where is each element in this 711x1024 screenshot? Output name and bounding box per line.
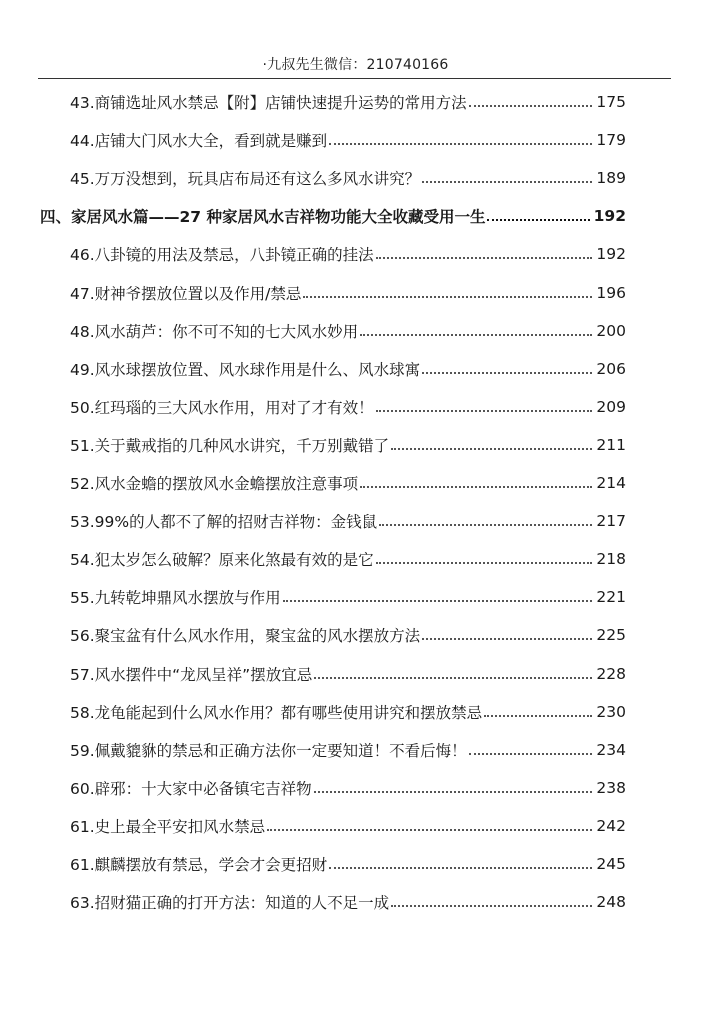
toc-entry-page-number: 192 [596,245,626,264]
toc-entry[interactable] [70,87,626,117]
dot-leader [360,486,592,488]
toc-entry-page-number: 228 [596,664,626,683]
toc-entry[interactable] [70,316,626,346]
toc-entry[interactable] [70,887,626,917]
toc-entry-title: 63.招财猫正确的打开方法：知道的人不足一成 [70,894,390,913]
toc-entry-title: 46.八卦镜的用法及禁忌，八卦镜正确的挂法 [70,246,374,265]
toc-entry-page-number: 179 [596,131,626,150]
dot-leader [314,791,593,793]
toc-entry[interactable] [70,354,626,384]
dot-leader [469,753,593,755]
toc-entry[interactable] [70,773,626,803]
toc-entry[interactable] [70,163,626,193]
toc-entry-page-number: 175 [596,93,626,111]
toc-entry-page-number: 189 [596,169,626,188]
toc-entry[interactable] [70,620,626,650]
toc-entry-title: 51.关于戴戒指的几种风水讲究，千万别戴错了 [70,436,390,455]
toc-entry[interactable] [70,430,626,460]
toc-entry-title: 53.99%的人都不了解的招财吉祥物：金钱鼠 [70,513,378,532]
toc-entry-page-number: 238 [596,778,626,797]
toc-entry-page-number: 206 [596,359,626,378]
toc-entry-title: 43.商铺选址风水禁忌【附】店铺快速提升运势的常用方法 [70,94,467,112]
toc-entry[interactable] [70,239,626,269]
dot-leader [303,296,592,298]
toc-entry-title: 58.龙龟能起到什么风水作用？都有哪些使用讲究和摆放禁忌 [70,703,483,722]
dot-leader [422,181,592,183]
toc-entry[interactable] [70,392,626,422]
toc-entry-page-number: 214 [596,474,626,492]
toc-entry-title: 52.风水金蟾的摆放风水金蟾摆放注意事项 [70,475,359,493]
toc-entry[interactable] [70,659,626,689]
toc-entry[interactable] [70,506,626,536]
toc-entry-page-number: 225 [596,626,626,645]
toc-section-heading[interactable] [40,201,626,231]
toc-entry-title: 45.万万没想到，玩具店布局还有这么多风水讲究？ [70,170,421,189]
toc-entry-title: 60.辟邪：十大家中必备镇宅吉祥物 [70,779,312,798]
toc-entry[interactable] [70,125,626,155]
toc-entry-page-number: 200 [596,321,626,340]
dot-leader [283,600,593,602]
toc-entry-page-number: 248 [596,893,626,912]
dot-leader [484,715,592,717]
toc-entry[interactable] [70,582,626,612]
dot-leader [422,638,592,640]
toc-entry-page-number: 230 [596,702,626,721]
toc-entry-page-number: 242 [596,816,626,835]
toc-entry-page-number: 217 [596,512,626,531]
toc-entry[interactable] [70,697,626,727]
toc-entry[interactable] [70,811,626,841]
dot-leader [469,105,593,107]
toc-entry-title: 44.店铺大门风水大全，看到就是赚到 [70,132,328,151]
dot-leader [267,829,592,831]
toc-entry[interactable] [70,544,626,574]
page-header: ·九叔先生微信：210740166 [262,57,449,73]
toc-entry[interactable] [70,735,626,765]
toc-entry-title: 54.犯太岁怎么破解？原来化煞最有效的是它 [70,551,374,570]
dot-leader [329,143,592,145]
dot-leader [376,257,593,259]
toc-entry[interactable] [70,468,626,498]
dot-leader [487,219,589,221]
dot-leader [329,867,592,869]
dot-leader [376,410,593,412]
toc-entry-page-number: 221 [596,588,626,607]
header-divider [38,78,671,79]
dot-leader [360,334,592,336]
toc-entry[interactable] [70,278,626,308]
toc-entry-page-number: 218 [596,550,626,569]
toc-entry-title: 50.红玛瑙的三大风水作用，用对了才有效！ [70,398,374,417]
toc-entry-title: 48.风水葫芦：你不可不知的七大风水妙用 [70,322,359,341]
toc-entry-title: 55.九转乾坤鼎风水摆放与作用 [70,589,281,608]
toc-entry-title: 57.风水摆件中“龙凤呈祥”摆放宜忌 [70,665,313,684]
toc-entry-page-number: 234 [596,740,626,759]
toc-entry-title: 56.聚宝盆有什么风水作用，聚宝盆的风水摆放方法 [70,627,421,646]
toc-entry-page-number: 192 [593,207,626,226]
dot-leader [376,562,593,564]
toc-entry-title: 61.麒麟摆放有禁忌，学会才会更招财 [70,856,328,874]
dot-leader [391,905,592,907]
toc-entry[interactable] [70,849,626,879]
toc-entry-title: 59.佩戴貔貅的禁忌和正确方法你一定要知道！不看后悔！ [70,741,467,760]
toc-entry-title: 49.风水球摆放位置、风水球作用是什么、风水球寓 [70,360,421,379]
dot-leader [391,448,592,450]
dot-leader [422,372,592,374]
dot-leader [379,524,592,526]
dot-leader [314,677,592,679]
toc-entry-page-number: 209 [596,397,626,416]
toc-entry-page-number: 211 [596,435,626,454]
toc-entry-title: 61.史上最全平安扣风水禁忌 [70,817,266,836]
toc-entry-page-number: 196 [596,283,626,302]
toc-entry-title: 四、家居风水篇——27 种家居风水吉祥物功能大全收藏受用一生 [40,208,486,227]
toc-entry-title: 47.财神爷摆放位置以及作用/禁忌 [70,284,302,303]
toc-entry-page-number: 245 [596,855,626,873]
